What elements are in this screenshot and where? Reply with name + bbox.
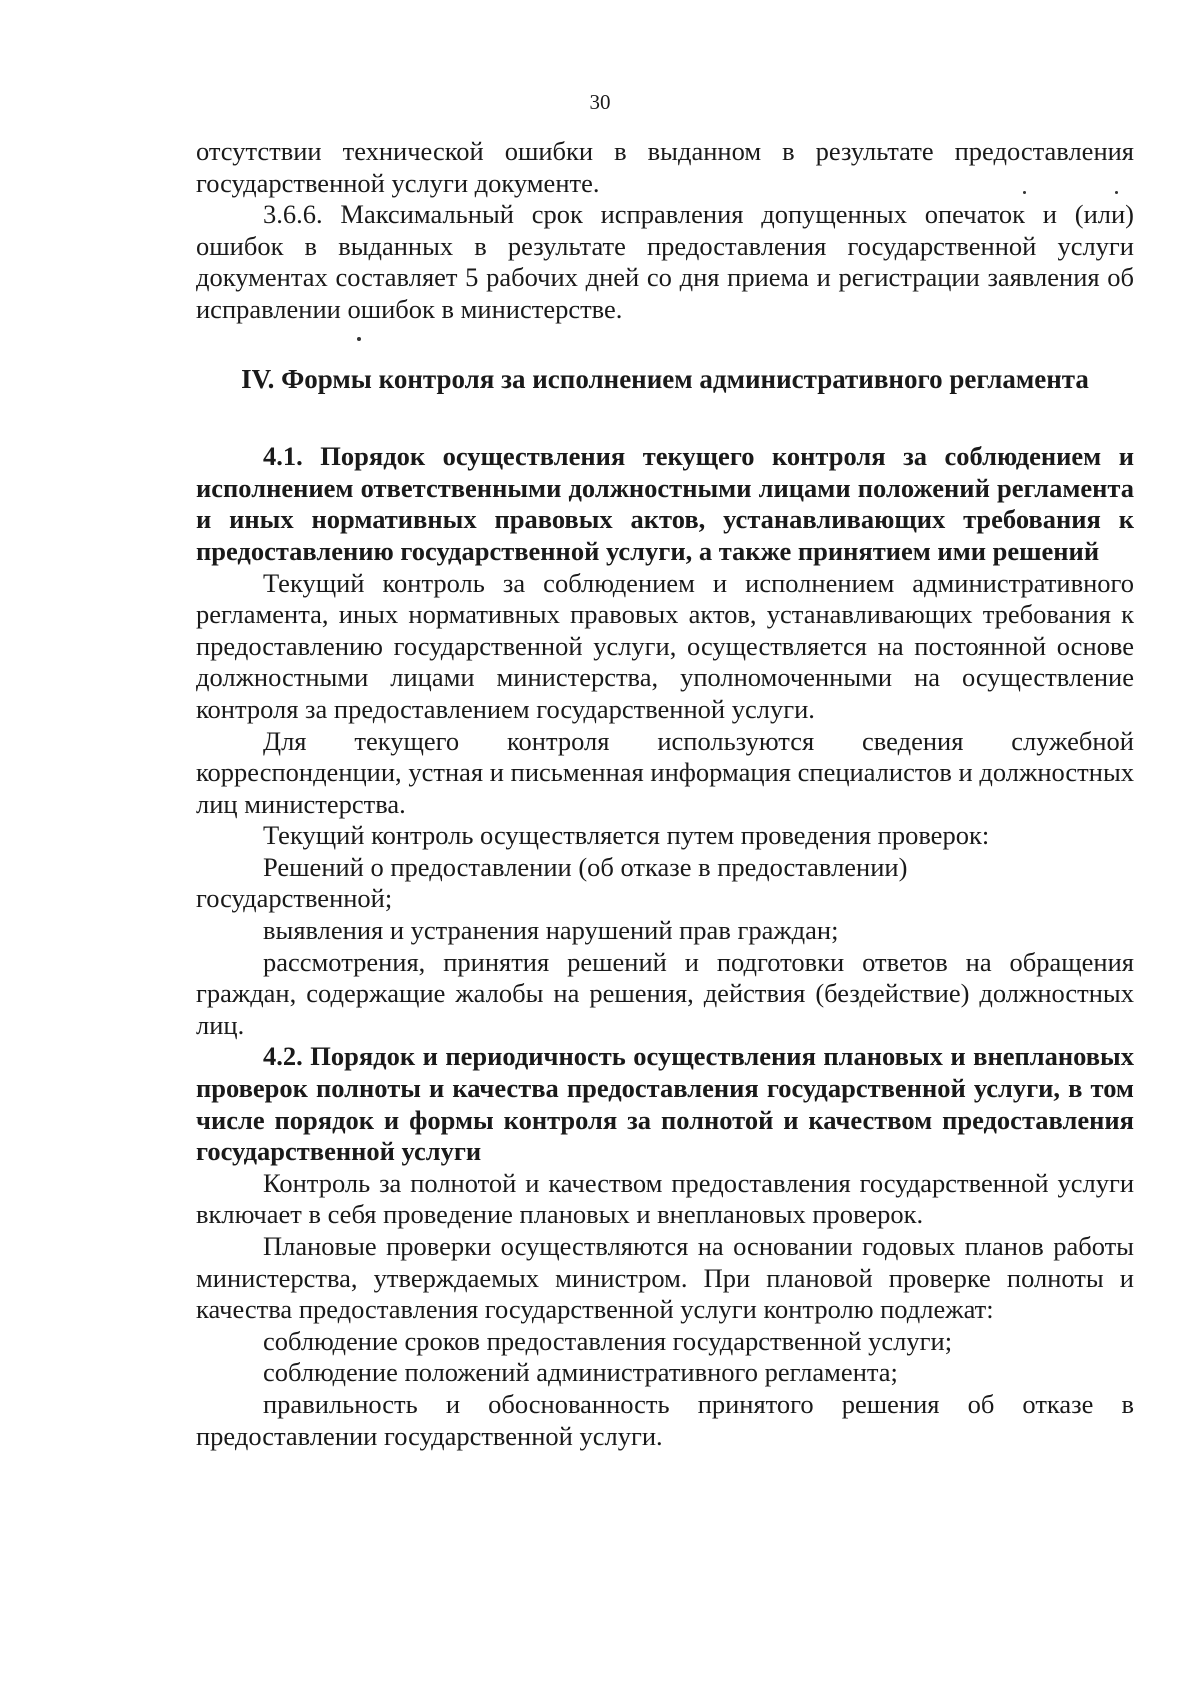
paragraph: отсутствии технической ошибки в выданном в результате предоставления государственной услуги документе.	[196, 136, 1134, 198]
subsection-heading: 4.1. Порядок осуществления текущего контроля за соблюдением и исполнением ответственными должностными лицами положений регламента и иных нормативных правовых актов, устанавливающих требования к предоставлению государственной услуги, а также принятием ими решений	[196, 441, 1134, 566]
paragraph: соблюдение положений административного регламента;	[263, 1357, 898, 1388]
paragraph: рассмотрения, принятия решений и подготовки ответов на обращения граждан, содержащие жалобы на решения, действия (бездействие) должностных лиц.	[196, 946, 1134, 1040]
paragraph: правильность и обоснованность принятого решения об отказе в предоставлении государственной услуги.	[196, 1388, 1134, 1451]
paragraph: Текущий контроль за соблюдением и исполнением административного регламента, иных нормативных правовых актов, устанавливающих требования к предоставлению государственной услуги, осуществляется на постоянной основе должностными лицами министерства, уполномоченными на осуществление контроля за предоставлением государственной услуги.	[196, 567, 1134, 724]
subsection-heading: 4.2. Порядок и периодичность осуществления плановых и внеплановых проверок полноты и качества предоставления государственной услуги, в том числе порядок и формы контроля за полнотой и качеством предоставления государственной услуги	[196, 1041, 1134, 1167]
document-body	[196, 136, 1134, 1452]
section-heading: IV. Формы контроля за исполнением административного регламента	[241, 363, 1089, 394]
paragraph: Контроль за полнотой и качеством предоставления государственной услуги включает в себя проведение плановых и внеплановых проверок.	[196, 1167, 1134, 1230]
paragraph: соблюдение сроков предоставления государственной услуги;	[263, 1325, 953, 1356]
paragraph: Текущий контроль осуществляется путем проведения проверок:	[263, 820, 990, 851]
paragraph: Решений о предоставлении (об отказе в предоставлении)	[263, 851, 908, 882]
paragraph: Для текущего контроля используются сведения служебной корреспонденции, устная и письменная информация специалистов и должностных лиц министерства.	[196, 725, 1134, 819]
paragraph: государственной;	[196, 883, 393, 914]
page-number: 30	[589, 90, 611, 114]
paragraph: 3.6.6. Максимальный срок исправления допущенных опечаток и (или) ошибок в выданных в результате предоставления государственной услуги документах составляет 5 рабочих дней со дня приема и регистрации заявления об исправлении ошибок в министерстве.	[196, 199, 1134, 324]
paragraph: выявления и устранения нарушений прав граждан;	[263, 915, 839, 946]
paragraph: Плановые проверки осуществляются на основании годовых планов работы министерства, утверждаемых министром. При плановой проверке полноты и качества предоставления государственной услуги контролю подлежат:	[196, 1231, 1134, 1325]
